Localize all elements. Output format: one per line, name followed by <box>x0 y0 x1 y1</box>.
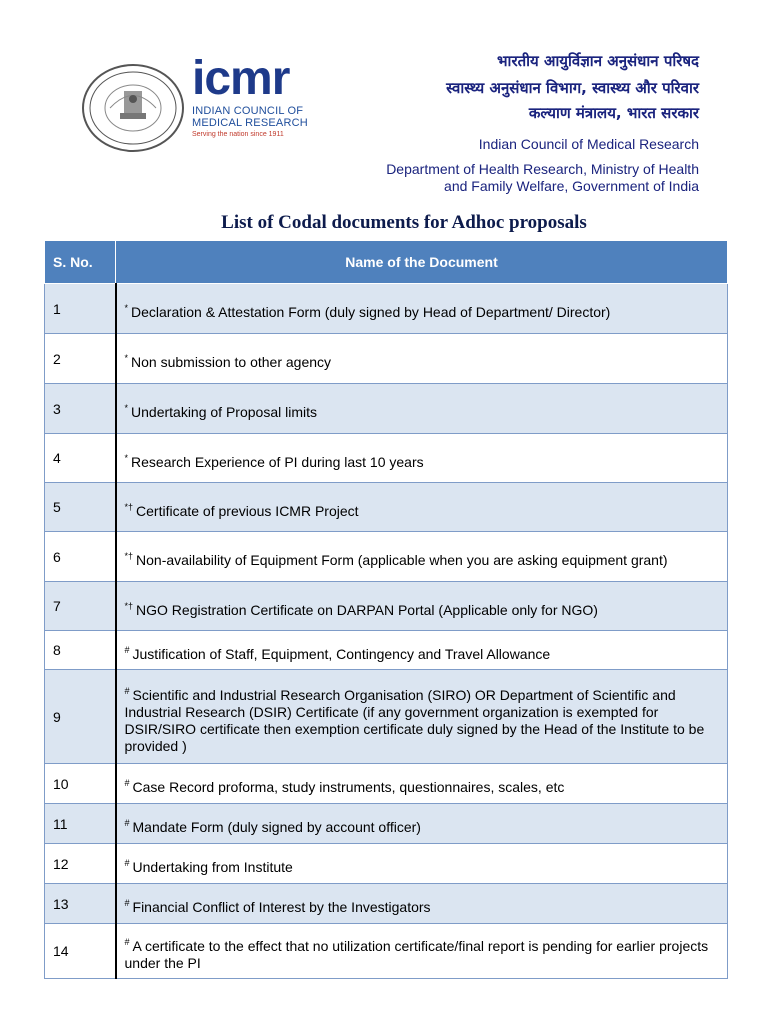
document-name: Non-availability of Equipment Form (applicable when you are asking equipment grant) <box>136 552 668 568</box>
row-serial-number: 3 <box>45 384 116 434</box>
column-header-sno: S. No. <box>45 241 116 284</box>
row-document-cell <box>116 631 728 670</box>
document-entry <box>125 638 720 663</box>
logo-line-1: INDIAN COUNCIL OF <box>192 105 304 117</box>
documents-table <box>44 240 728 979</box>
row-document-cell <box>116 764 728 804</box>
document-name: Justification of Staff, Equipment, Contingency and Travel Allowance <box>132 645 551 662</box>
document-name: Financial Conflict of Interest by the Investigators <box>132 899 431 915</box>
row-document-cell <box>116 924 728 979</box>
row-document-cell <box>116 844 728 884</box>
row-document-cell <box>116 284 728 334</box>
row-document-cell <box>116 804 728 844</box>
document-entry <box>125 446 720 471</box>
table-row <box>45 804 728 844</box>
document-footnote-mark: * <box>124 303 129 314</box>
row-serial-number: 12 <box>45 844 116 884</box>
document-entry <box>125 811 720 836</box>
logo-line-2: MEDICAL RESEARCH <box>192 117 308 129</box>
row-document-cell <box>116 483 728 532</box>
column-header-name: Name of the Document <box>116 241 728 284</box>
document-footnote-mark: * <box>124 452 129 463</box>
document-name: Non submission to other agency <box>131 354 332 370</box>
table-row <box>45 532 728 582</box>
document-footnote-mark: * <box>124 353 129 364</box>
document-name: Mandate Form (duly signed by account officer) <box>132 819 421 835</box>
row-document-cell <box>116 334 728 384</box>
table-row <box>45 334 728 384</box>
document-name: Scientific and Industrial Research Organisation (SIRO) OR Department of Scientific and Industrial Research (DSIR) Certificate (if any government organization is exempted for DSIR/SIRO certificate then exemption certificate duly signed by the Head of the Institute to be provided ) <box>124 686 705 754</box>
row-document-cell <box>116 434 728 483</box>
document-entry <box>125 594 720 619</box>
hindi-name-line-2: स्वास्थ्य अनुसंधान विभाग, स्वास्थ्य और परिवार <box>446 79 699 97</box>
table-row <box>45 670 728 764</box>
document-footnote-mark: # <box>124 685 130 696</box>
document-entry <box>125 771 720 796</box>
row-serial-number: 6 <box>45 532 116 582</box>
document-entry <box>125 296 720 321</box>
table-row <box>45 884 728 924</box>
document-footnote-mark: # <box>124 898 130 909</box>
table-row <box>45 924 728 979</box>
row-document-cell <box>116 532 728 582</box>
table-row <box>45 582 728 631</box>
document-name: NGO Registration Certificate on DARPAN Portal (Applicable only for NGO) <box>136 601 598 618</box>
document-entry <box>125 891 720 916</box>
document-footnote-mark: # <box>124 937 130 948</box>
document-name: A certificate to the effect that no utilization certificate/final report is pending for earlier projects under the PI <box>124 938 709 971</box>
table-row <box>45 284 728 334</box>
document-entry <box>125 544 720 569</box>
document-entry <box>125 346 720 371</box>
document-entry <box>125 495 720 520</box>
document-name: Certificate of previous ICMR Project <box>136 502 359 519</box>
document-name: Undertaking of Proposal limits <box>131 404 317 420</box>
page-title: List of Codal documents for Adhoc proposals <box>221 212 587 233</box>
document-name: Undertaking from Institute <box>132 859 293 875</box>
table-row <box>45 384 728 434</box>
row-document-cell <box>116 582 728 631</box>
document-footnote-mark: # <box>124 778 130 789</box>
document-footnote-mark: # <box>124 644 130 655</box>
table-header-row <box>45 241 728 284</box>
english-org-name: Indian Council of Medical Research <box>478 136 699 152</box>
document-footnote-mark: * <box>124 403 129 414</box>
department-name <box>386 161 699 195</box>
icmr-logo <box>192 52 322 152</box>
icmr-seal-logo <box>80 63 186 153</box>
row-serial-number: 4 <box>45 434 116 483</box>
document-entry <box>125 679 720 755</box>
row-serial-number: 11 <box>45 804 116 844</box>
row-serial-number: 2 <box>45 334 116 384</box>
table-body <box>45 284 728 979</box>
table-row <box>45 631 728 670</box>
hindi-name-line-1: भारतीय आयुर्विज्ञान अनुसंधान परिषद <box>497 52 699 70</box>
department-line-2: and Family Welfare, Government of India <box>444 178 699 194</box>
hindi-name-line-3: कल्याण मंत्रालय, भारत सरकार <box>528 104 699 122</box>
row-serial-number: 1 <box>45 284 116 334</box>
row-serial-number: 10 <box>45 764 116 804</box>
document-footnote-mark: *† <box>124 551 134 562</box>
document-name: Research Experience of PI during last 10 years <box>131 453 424 470</box>
table-row <box>45 483 728 532</box>
document-footnote-mark: # <box>124 818 130 829</box>
row-document-cell <box>116 670 728 764</box>
document-footnote-mark: # <box>124 858 130 869</box>
row-serial-number: 13 <box>45 884 116 924</box>
table-row <box>45 764 728 804</box>
row-serial-number: 5 <box>45 483 116 532</box>
document-entry <box>125 930 720 972</box>
row-document-cell <box>116 884 728 924</box>
document-entry <box>125 396 720 421</box>
logo-wordmark: icmr <box>192 52 290 105</box>
row-serial-number: 7 <box>45 582 116 631</box>
document-name: Declaration & Attestation Form (duly signed by Head of Department/ Director) <box>131 304 611 320</box>
document-entry <box>125 851 720 876</box>
document-footnote-mark: *† <box>124 600 134 611</box>
row-serial-number: 8 <box>45 631 116 670</box>
document-name: Case Record proforma, study instruments, questionnaires, scales, etc <box>132 779 565 795</box>
department-line-1: Department of Health Research, Ministry of Health <box>386 161 699 177</box>
logo-tagline: Serving the nation since 1911 <box>192 131 284 138</box>
document-header <box>0 0 768 210</box>
row-document-cell <box>116 384 728 434</box>
table-row <box>45 844 728 884</box>
document-footnote-mark: *† <box>124 501 134 512</box>
table-row <box>45 434 728 483</box>
row-serial-number: 14 <box>45 924 116 979</box>
row-serial-number: 9 <box>45 670 116 764</box>
